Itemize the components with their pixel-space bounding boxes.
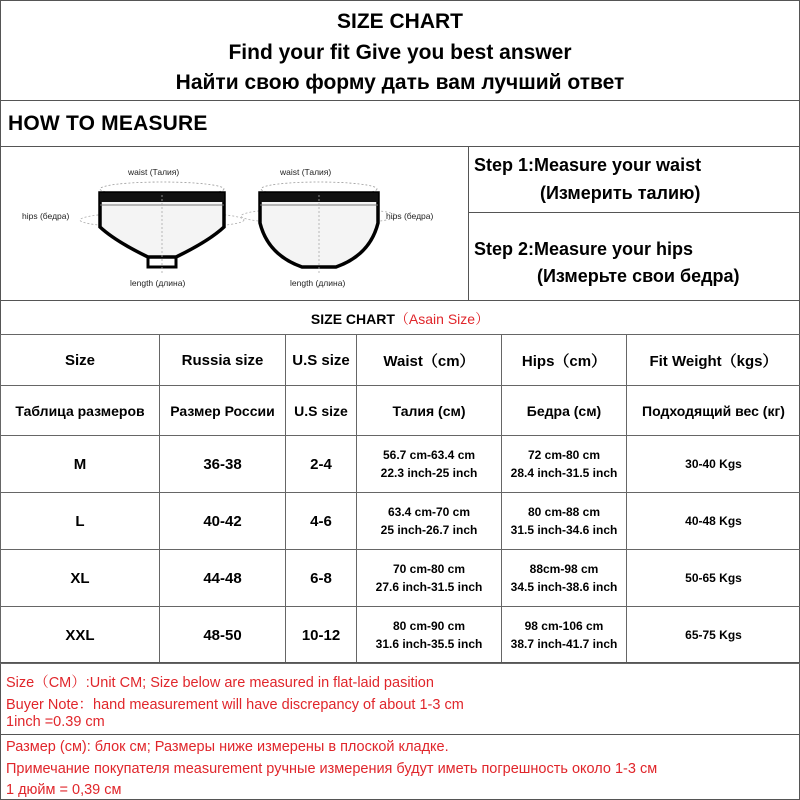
divider bbox=[468, 146, 469, 300]
cell-hips bbox=[502, 493, 627, 550]
cell-russia: 48-50 bbox=[160, 607, 286, 664]
hips-cm: 98 cm-106 cm bbox=[524, 619, 604, 633]
table-row bbox=[1, 607, 800, 664]
col-header-russia-ru: Размер России bbox=[160, 386, 286, 436]
cell-waist bbox=[357, 436, 502, 493]
cell-hips bbox=[502, 607, 627, 664]
cell-us: 2-4 bbox=[286, 436, 357, 493]
divider bbox=[0, 300, 800, 301]
table-title-sub: （Asain Size） bbox=[394, 311, 490, 327]
waist-inch: 27.6 inch-31.5 inch bbox=[375, 580, 483, 594]
table-title bbox=[0, 309, 800, 329]
step-2-text: Step 2:Measure your hips bbox=[474, 239, 694, 259]
col-header-waist: Waist（cm） bbox=[357, 335, 502, 386]
cell-weight: 40-48 Kgs bbox=[627, 493, 800, 550]
waist-inch: 31.6 inch-35.5 inch bbox=[375, 637, 483, 651]
note-buyer-ru: Примечание покупателя measurement ручные измерения будут иметь погрешность около 1-3 см bbox=[6, 761, 658, 777]
front-brief bbox=[22, 167, 244, 288]
front-hips-label: hips (бедра) bbox=[22, 211, 70, 221]
col-header-weight: Fit Weight（kgs） bbox=[627, 335, 800, 386]
cell-weight: 50-65 Kgs bbox=[627, 550, 800, 607]
cell-russia: 40-42 bbox=[160, 493, 286, 550]
col-header-waist-ru: Талия (см) bbox=[357, 386, 502, 436]
table-title-main: SIZE CHART bbox=[310, 311, 395, 327]
hips-cm: 80 cm-88 cm bbox=[527, 505, 601, 519]
cell-russia: 44-48 bbox=[160, 550, 286, 607]
note-size-unit: Size（CM）:Unit CM; Size below are measured in flat-laid pasition bbox=[6, 675, 434, 691]
divider bbox=[0, 100, 800, 101]
cell-size: L bbox=[1, 493, 160, 550]
page-title: SIZE CHART bbox=[337, 10, 463, 33]
divider bbox=[0, 734, 800, 735]
cell-hips bbox=[502, 436, 627, 493]
cell-us: 10-12 bbox=[286, 607, 357, 664]
cell-waist bbox=[357, 550, 502, 607]
measurement-diagram bbox=[4, 149, 466, 299]
col-header-hips: Hips（cm） bbox=[502, 335, 627, 386]
hips-inch: 38.7 inch-41.7 inch bbox=[510, 637, 618, 651]
step-2-text-ru: (Измерьте свои бедра) bbox=[537, 266, 740, 286]
underwear-illustration bbox=[4, 149, 466, 299]
cell-size: M bbox=[1, 436, 160, 493]
cell-size: XXL bbox=[1, 607, 160, 664]
note-inch: 1inch =0.39 cm bbox=[6, 714, 105, 730]
back-length-label: length (длина) bbox=[290, 278, 346, 288]
cell-weight: 30-40 Kgs bbox=[627, 436, 800, 493]
note-size-unit-ru: Размер (см): блок см; Размеры ниже измерены в плоской кладке. bbox=[6, 739, 449, 755]
waist-cm: 70 cm-80 cm bbox=[392, 562, 466, 576]
cell-waist bbox=[357, 493, 502, 550]
divider bbox=[0, 662, 800, 663]
divider bbox=[469, 212, 800, 213]
waist-inch: 25 inch-26.7 inch bbox=[380, 523, 478, 537]
col-header-us: U.S size bbox=[286, 335, 357, 386]
cell-hips bbox=[502, 550, 627, 607]
step-1-text-ru: (Измерить талию) bbox=[540, 183, 701, 203]
table-row bbox=[1, 550, 800, 607]
col-header-russia: Russia size bbox=[160, 335, 286, 386]
hips-cm: 72 cm-80 cm bbox=[527, 448, 601, 462]
col-header-us-ru: U.S size bbox=[286, 386, 357, 436]
waist-cm: 63.4 cm-70 cm bbox=[387, 505, 471, 519]
cell-russia: 36-38 bbox=[160, 436, 286, 493]
table-header-row bbox=[1, 335, 800, 386]
subtitle-en: Find your fit Give you best answer bbox=[228, 41, 572, 64]
back-waist-label: waist (Талия) bbox=[280, 167, 332, 177]
hips-inch: 34.5 inch-38.6 inch bbox=[510, 580, 618, 594]
back-brief bbox=[241, 167, 434, 288]
col-header-size: Size bbox=[1, 335, 160, 386]
col-header-weight-ru: Подходящий вес (кг) bbox=[627, 386, 800, 436]
subtitle-ru: Найти свою форму дать вам лучший ответ bbox=[175, 71, 625, 94]
cell-us: 4-6 bbox=[286, 493, 357, 550]
note-buyer: Buyer Note：hand measurement will have discrepancy of about 1-3 cm bbox=[6, 697, 464, 713]
cell-weight: 65-75 Kgs bbox=[627, 607, 800, 664]
col-header-hips-ru: Бедра (см) bbox=[502, 386, 627, 436]
back-hips-label: hips (бедра) bbox=[386, 211, 434, 221]
hips-inch: 31.5 inch-34.6 inch bbox=[510, 523, 618, 537]
note-inch-ru: 1 дюйм = 0,39 см bbox=[6, 782, 122, 798]
step-1-text: Step 1:Measure your waist bbox=[474, 155, 702, 175]
header bbox=[1, 1, 799, 98]
how-to-measure-heading: HOW TO MEASURE bbox=[8, 112, 208, 135]
front-waist-label: waist (Талия) bbox=[128, 167, 180, 177]
table-row bbox=[1, 493, 800, 550]
hips-inch: 28.4 inch-31.5 inch bbox=[510, 466, 618, 480]
table-header-row-ru bbox=[1, 386, 800, 436]
cell-us: 6-8 bbox=[286, 550, 357, 607]
waist-cm: 56.7 cm-63.4 cm bbox=[382, 448, 476, 462]
size-table bbox=[0, 334, 800, 664]
cell-size: XL bbox=[1, 550, 160, 607]
col-header-size-ru: Таблица размеров bbox=[1, 386, 160, 436]
waist-cm: 80 cm-90 cm bbox=[392, 619, 466, 633]
table-row bbox=[1, 436, 800, 493]
cell-waist bbox=[357, 607, 502, 664]
front-length-label: length (длина) bbox=[130, 278, 186, 288]
waist-inch: 22.3 inch-25 inch bbox=[380, 466, 478, 480]
divider bbox=[0, 146, 800, 147]
hips-cm: 88cm-98 cm bbox=[529, 562, 599, 576]
